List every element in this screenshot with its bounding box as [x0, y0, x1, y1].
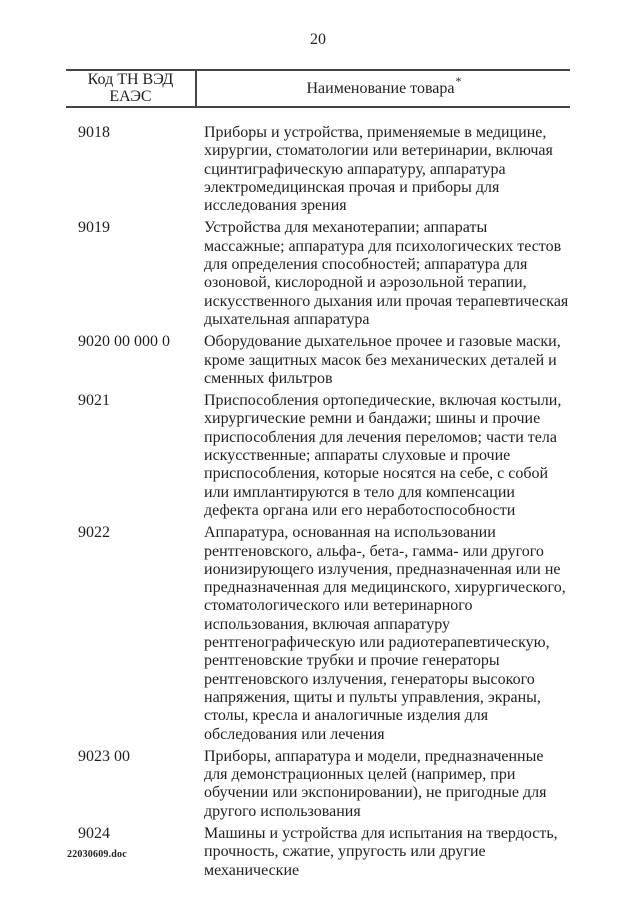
code-cell: 9023 00 [78, 747, 130, 765]
code-cell: 9021 [78, 392, 110, 410]
table-row [66, 219, 570, 329]
table-row [66, 524, 570, 744]
page-number: 20 [310, 31, 326, 48]
code-cell: 9020 00 000 0 [78, 333, 170, 351]
table-row [66, 748, 570, 821]
code-cell: 9024 [78, 824, 110, 842]
footnote-asterisk: * [455, 73, 462, 88]
tariff-table [66, 69, 570, 880]
table-row [66, 392, 570, 520]
header-code-line1: Код ТН ВЭД [87, 71, 174, 88]
header-name-label: Наименование товара [306, 80, 455, 97]
table-body [66, 108, 570, 880]
table-header-code-column [66, 71, 197, 106]
code-cell: 9022 [78, 524, 110, 542]
description-cell: Приспособления ортопедические, включая костыли, хирургические ремни и бандажи; шины и прочие приспособления для лечения переломов; части тела искусственные; аппараты слуховые и прочие приспособления, которые носятся на себе, с собой или имплантируются в тело для компенсации дефекта органа или его неработоспособности [204, 392, 562, 519]
description-cell: Приборы и устройства, применяемые в медицине, хирургии, стоматологии или ветеринарии, включая сцинтиграфическую аппаратуру, аппаратура электромедицинская прочая и приборы для исследования зрения [204, 124, 553, 215]
footer-filename: 22030609.doc [67, 849, 127, 860]
table-row [66, 333, 570, 388]
table-row [66, 124, 570, 215]
code-cell: 9018 [78, 124, 110, 141]
table-header-name-column [197, 71, 570, 106]
code-cell: 9019 [78, 219, 110, 237]
description-cell: Оборудование дыхательное прочее и газовые маски, кроме защитных масок без механических деталей и сменных фильтров [204, 333, 561, 387]
description-cell: Приборы, аппаратура и модели, предназначенные для демонстрационных целей (например, при обучении или экспонировании), не пригодные для другого использования [204, 747, 547, 820]
table-header-row [66, 69, 570, 108]
description-cell: Устройства для механотерапии; аппараты массажные; аппаратура для психологических тестов для определения способностей; аппаратура для озоновой, кислородной и аэрозольной терапии, искусственного дыхания или прочая терапевтическая дыхательная аппаратура [204, 219, 569, 328]
description-cell: Машины и устройства для испытания на твердость, прочность, сжатие, упругость или другие механические [204, 824, 558, 879]
header-code-line2: ЕАЭС [109, 87, 152, 105]
table-row [66, 825, 570, 880]
description-cell: Аппаратура, основанная на использовании рентгеновского, альфа-, бета-, гамма- или другого ионизирующего излучения, предназначенная или не предназначенная для медицинского, хирургического, стоматологического или ветеринарного использования, включая аппаратуру рентгенографическую или радиотерапевтическую, рентгеновские трубки и прочие генераторы рентгеновского излучения, генераторы высокого напряжения, щиты и пульты управления, экраны, столы, кресла и аналогичные изделия для обследования или лечения [204, 524, 566, 743]
